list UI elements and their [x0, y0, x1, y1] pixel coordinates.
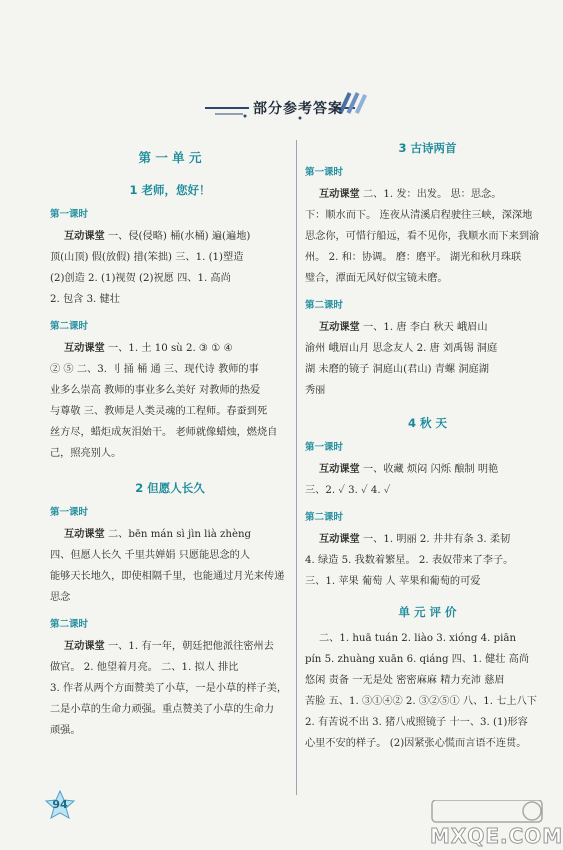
period-label: 第一课时 [305, 442, 344, 453]
answer-line: 顽强。 [50, 725, 81, 736]
lesson-1-title: 1 老师，您好！ [129, 183, 211, 197]
answer-text: 一、1. 明丽 2. 井井有条 3. 柔韧 [359, 534, 511, 545]
left-column [50, 140, 290, 741]
answer-line: 己，照亮别人。 [50, 448, 122, 459]
answer-text: 一、1. 唐 李白 秋天 峨眉山 [359, 322, 488, 333]
answer-line: 顶(山顶) 假(放假) 措(笨拙) 三、1. (1)塑造 [50, 252, 244, 263]
answer-line: 能够天长地久，即使相隔千里，也能通过月光来传递 [50, 571, 285, 582]
answer-line: (2)创造 2. (1)视贺 (2)祝愿 四、1. 高尚 [50, 273, 231, 284]
answer-line: 湖 未磨的镜子 洞庭山(君山) 青螺 洞庭湖 [305, 364, 489, 375]
period-label: 第一课时 [305, 167, 344, 178]
lead-label: 互动课堂 [319, 534, 360, 545]
page-number-badge [44, 790, 76, 820]
answer-line: 二是小草的生命力顽强。重点赞美了小草的生命力 [50, 704, 275, 715]
section-header [205, 88, 375, 124]
period-label: 第二课时 [305, 512, 344, 523]
answer-text: 二、bēn mán sì jìn lià zhèng [104, 529, 252, 540]
answer-line: 下：顺水而下。 连夜从清溪启程驶往三峡，深深地 [305, 210, 533, 221]
lead-label: 互动课堂 [64, 343, 105, 354]
lesson-4-title: 4 秋 天 [407, 416, 447, 430]
header-title: 部分参考答案 [253, 101, 343, 117]
answer-line: 业多么崇高 教师的事业多么美好 对教师的热爱 [50, 385, 261, 396]
answer-line: 3. 作者从两个方面赞美了小草，一是小草的样子美， [50, 683, 288, 694]
answer-line: 丝方尽，蜡炬成灰泪始干。 老师就像蜡烛，燃烧自 [50, 427, 278, 438]
answer-line [305, 459, 550, 480]
answer-line: 悠闲 责备 一无是处 密密麻麻 精力充沛 慈眉 [305, 675, 505, 686]
lead-label: 互动课堂 [64, 641, 105, 652]
answer-line [305, 317, 550, 338]
lesson-3-title: 3 古诗两首 [398, 141, 457, 155]
answer-line: 与尊敬 三、教师是人类灵魂的工程师。春蚕到死 [50, 406, 268, 417]
answer-line: 州。 2. 和：协调。 磨：磨平。 湖光和秋月珠联 [305, 252, 522, 263]
lead-label: 互动课堂 [319, 322, 360, 333]
lesson-2-title: 2 但愿人长久 [135, 481, 205, 495]
answer-line [50, 524, 290, 545]
lead-label: 互动课堂 [319, 189, 360, 200]
answer-line: 三、2. ✓ 3. ✓ 4. ✓ [305, 485, 391, 496]
answer-line: 秀丽 [305, 385, 326, 396]
answer-line: 心里不安的样子。 (2)因紧张心慌而言语不连贯。 [305, 738, 527, 749]
answer-line [50, 226, 290, 247]
lead-label: 互动课堂 [319, 464, 360, 475]
answer-line [305, 184, 550, 205]
period-label: 第二课时 [50, 321, 89, 332]
answer-line: 2. 有苦说不出 3. 猪八戒照镜子 十一、3. (1)形容 [305, 717, 528, 728]
answer-text: 一、侵(侵略) 桶(水桶) 遍(遍地) [104, 231, 251, 242]
answer-line: 思念你，可惜行船远，看不见你，我顺水而下来到渝 [305, 231, 540, 242]
page-number: 94 [52, 798, 68, 811]
answer-line: 4. 绿造 5. 我数着繁星。 2. 表奴带来了李子。 [305, 555, 514, 566]
period-label: 第一课时 [50, 209, 89, 220]
answer-line [50, 338, 290, 359]
answer-line: 二、1. huā tuán 2. liào 3. xióng 4. piān [319, 633, 517, 644]
period-label: 第一课时 [50, 507, 89, 518]
answer-line: 四、但愿人长久 千里共婵娟 只愿能思念的人 [50, 550, 251, 561]
answer-line [305, 529, 550, 550]
answer-text: 二、1. 发：出发。 思：思念。 [359, 189, 502, 200]
answer-line: 苦脸 五、1. ③①④② 2. ③②⑤① 八、1. 七上八下 [305, 696, 537, 707]
right-column [305, 140, 550, 754]
period-label: 第二课时 [305, 300, 344, 311]
watermark [412, 800, 562, 848]
answer-line: 做官。 2. 他望着月亮。 二、1. 拟人 排比 [50, 662, 239, 673]
lead-label: 互动课堂 [64, 231, 105, 242]
answer-text: 一、1. 土 10 sù 2. ③ ① ④ [104, 343, 233, 354]
lead-label: 互动课堂 [64, 529, 105, 540]
answer-line: 璧合，潭面无风好似宝镜未磨。 [305, 273, 448, 284]
answer-line: 三、1. 苹果 葡萄 人 苹果和葡萄的可爱 [305, 576, 481, 587]
answer-line: 2. 包含 3. 健壮 [50, 294, 120, 305]
answer-text: 一、收藏 烦闷 闪烁 酿制 明艳 [359, 464, 499, 475]
watermark-text: MXQE.COM [430, 824, 563, 848]
answer-line: ② ⑤ 二、3. 刂 捅 桶 通 三、现代诗 教师的事 [50, 364, 259, 375]
answer-line: 渝州 峨眉山月 思念友人 2. 唐 刘禹锡 洞庭 [305, 343, 498, 354]
answer-line: 思念 [50, 592, 71, 603]
review-title: 单 元 评 价 [398, 605, 457, 619]
answer-line: pín 5. zhuàng xuān 6. qiáng 四、1. 健壮 高尚 [305, 654, 530, 665]
answer-line [50, 636, 290, 657]
column-divider [296, 140, 297, 795]
period-label: 第二课时 [50, 619, 89, 630]
answer-text: 一、1. 有一年，朝廷把他派往密州去 [104, 641, 274, 652]
unit-title: 第 一 单 元 [138, 150, 202, 165]
